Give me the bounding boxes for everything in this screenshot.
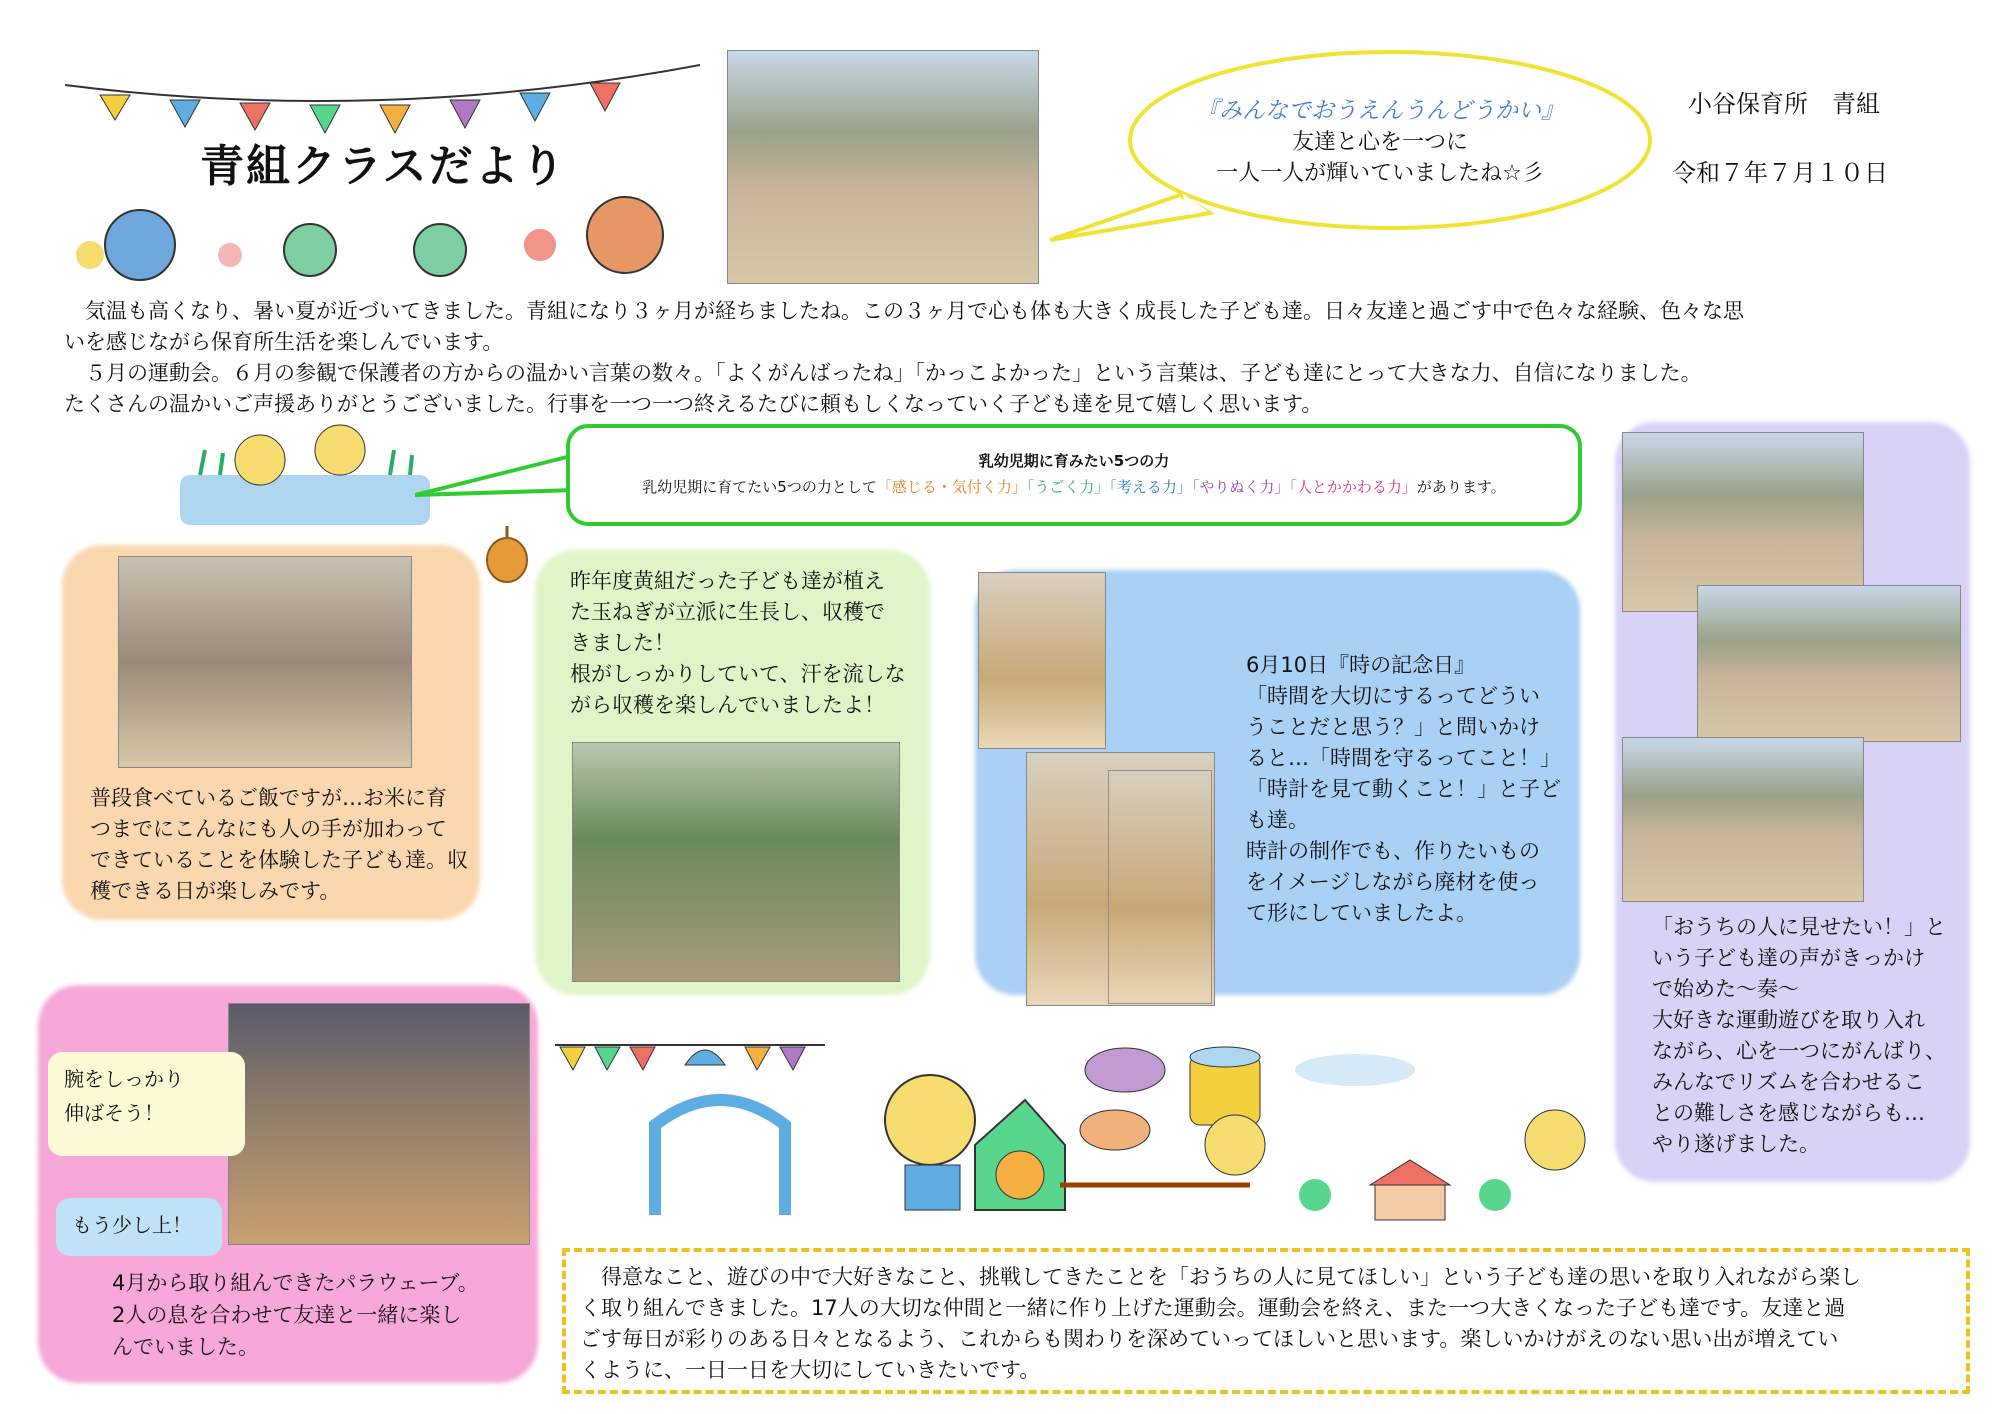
closing-line-2: く取り組んできました。17人の大切な仲間と一緒に作り上げた運動会。運動会を終え、また一つ大きくなった子ども達です。友達と過 bbox=[580, 1296, 1846, 1320]
clock-text-5: 「時計を見て動くこと！」と子ど bbox=[1246, 777, 1561, 801]
note-1-line-2: 伸ばそう！ bbox=[64, 1101, 164, 1125]
rice-text-1: 普段食べているご飯ですが…お米に育 bbox=[90, 786, 447, 810]
illustration-strip bbox=[555, 1025, 1595, 1230]
closing-line-4: くように、一日一日を大切にしていきたいです。 bbox=[580, 1358, 1041, 1382]
five-powers-card bbox=[566, 424, 1582, 526]
clock-text-8: をイメージしながら廃材を使っ bbox=[1246, 870, 1540, 894]
onion-text-5: がら収穫を楽しんでいましたよ！ bbox=[570, 693, 885, 717]
clock-text-9: て形にしていましたよ。 bbox=[1246, 901, 1477, 925]
power-move: 「うごく力」 bbox=[1026, 478, 1110, 496]
clock-text-6: も達。 bbox=[1246, 808, 1309, 832]
onion-photo bbox=[572, 742, 900, 982]
five-powers-prefix: 乳幼児期に育てたい5つの力として bbox=[642, 478, 877, 496]
clock-photo-3 bbox=[1108, 770, 1212, 1004]
clock-text-3: うことだと思う？」と問いかけ bbox=[1246, 715, 1540, 739]
closing-line-3: ごす毎日が彩りのある日々となるよう、これからも関わりを深めていってほしいと思います。楽しいかけがえのない思い出が増えてい bbox=[580, 1327, 1839, 1351]
rice-photo bbox=[118, 556, 412, 768]
dance-text-4: 大好きな運動遊びを取り入れ bbox=[1652, 1008, 1925, 1032]
note-1-line-1: 腕をしっかり bbox=[64, 1067, 184, 1091]
five-powers-suffix: があります。 bbox=[1416, 478, 1506, 496]
clock-text-1: 6月10日『時の記念日』 bbox=[1246, 653, 1476, 677]
dance-text-3: で始めた～奏～ bbox=[1652, 977, 1799, 1001]
running-kids-icon bbox=[1205, 1054, 1585, 1220]
child-clock-icon bbox=[885, 1075, 1065, 1210]
parawave-note-1 bbox=[48, 1052, 245, 1156]
parawave-text-2: 2人の息を合わせて友達と一緒に楽し bbox=[112, 1303, 462, 1327]
header-photo bbox=[727, 50, 1039, 284]
header-banner bbox=[60, 55, 700, 285]
onion-text-2: た玉ねぎが立派に生長し、収穫で bbox=[570, 600, 885, 624]
power-think: 「考える力」 bbox=[1109, 478, 1192, 496]
onion-text-1: 昨年度黄組だった子ども達が植え bbox=[570, 569, 885, 593]
intro-line-1: 気温も高くなり、暑い夏が近づいてきました。青組になり３ヶ月が経ちましたね。この３ヶ月で心も体も大きく成長した子ども達。日々友達と過ごす中で色々な経験、色々な思 bbox=[64, 299, 1744, 323]
five-powers-pointer bbox=[415, 450, 575, 510]
intro-line-4: たくさんの温かいご声援ありがとうございました。行事を一つ一つ終えるたびに頼もしくなっていく子ども達を見て嬉しく思います。 bbox=[64, 392, 1323, 416]
clock-text-7: 時計の制作でも、作りたいもの bbox=[1246, 839, 1540, 863]
bunting-gate-icon bbox=[555, 1045, 825, 1215]
rice-planting-icon bbox=[180, 415, 430, 525]
dance-text-7: との難しさを感じながらも… bbox=[1652, 1101, 1925, 1125]
parawave-note-2: もう少し上！ bbox=[56, 1198, 222, 1256]
issue-date: 令和７年７月１０日 bbox=[1672, 159, 1888, 187]
rice-text-4: 穫できる日が楽しみです。 bbox=[90, 879, 341, 903]
onion-icon bbox=[482, 525, 532, 589]
page-title: 青組クラスだより bbox=[200, 141, 567, 192]
intro-line-3: ５月の運動会。６月の参観で保護者の方からの温かい言葉の数々。「よくがんばったね」「かっこよかった」という言葉は、子ども達にとって大きな力、自信になりました。 bbox=[64, 361, 1702, 385]
parawave-photo bbox=[228, 1003, 530, 1245]
rice-text-2: つまでにこんなにも人の手が加わって bbox=[90, 817, 447, 841]
school-name: 小谷保育所 青組 bbox=[1688, 90, 1880, 118]
clock-text-2: 「時間を大切にするってどうい bbox=[1246, 684, 1540, 708]
onion-text-3: きました！ bbox=[570, 631, 675, 655]
five-powers-text bbox=[566, 476, 1582, 497]
parawave-text-1: 4月から取り組んできたパラウェーブ。 bbox=[112, 1271, 479, 1295]
parawave-text-3: んでいました。 bbox=[112, 1335, 259, 1359]
dance-text-2: いう子ども達の声がきっかけ bbox=[1652, 946, 1925, 970]
clock-photo-1 bbox=[978, 572, 1106, 749]
power-sense: 「感じる・気付く力」 bbox=[876, 478, 1027, 496]
power-persist: 「やりぬく力」 bbox=[1191, 478, 1290, 496]
intro-line-2: いを感じながら保育所生活を楽しんでいます。 bbox=[64, 330, 504, 354]
bubble-title: 『みんなでおうえんうんどうかい』 bbox=[1196, 98, 1564, 124]
onion-text-4: 根がしっかりしていて、汗を流しな bbox=[570, 662, 906, 686]
dance-text-5: ながら、心を一つにがんばり、 bbox=[1652, 1039, 1946, 1063]
clock-text-4: ると…「時間を守るってこと！」 bbox=[1246, 746, 1561, 770]
dance-photo-2 bbox=[1697, 585, 1961, 742]
dance-text-6: みんなでリズムを合わせるこ bbox=[1652, 1070, 1925, 1094]
five-powers-heading: 乳幼児期に育みたい5つの力 bbox=[978, 452, 1170, 470]
power-relate: 「人とかかわる力」 bbox=[1289, 478, 1417, 496]
bubble-line-3: 一人一人が輝いていましたね☆彡 bbox=[1216, 161, 1544, 186]
kids-planting-illustration bbox=[180, 415, 430, 525]
rice-text-3: できていることを体験した子ども達。収 bbox=[90, 848, 468, 872]
dance-text-1: 「おうちの人に見せたい！」と bbox=[1652, 915, 1946, 939]
dance-text-8: やり遂げました。 bbox=[1652, 1132, 1820, 1156]
dance-photo-3 bbox=[1622, 737, 1864, 902]
closing-line-1: 得意なこと、遊びの中で大好きなこと、挑戦してきたことを「おうちの人に見てほしい」という子ども達の思いを取り入れながら楽し bbox=[580, 1265, 1861, 1289]
bubble-line-2: 友達と心を一つに bbox=[1291, 130, 1468, 155]
